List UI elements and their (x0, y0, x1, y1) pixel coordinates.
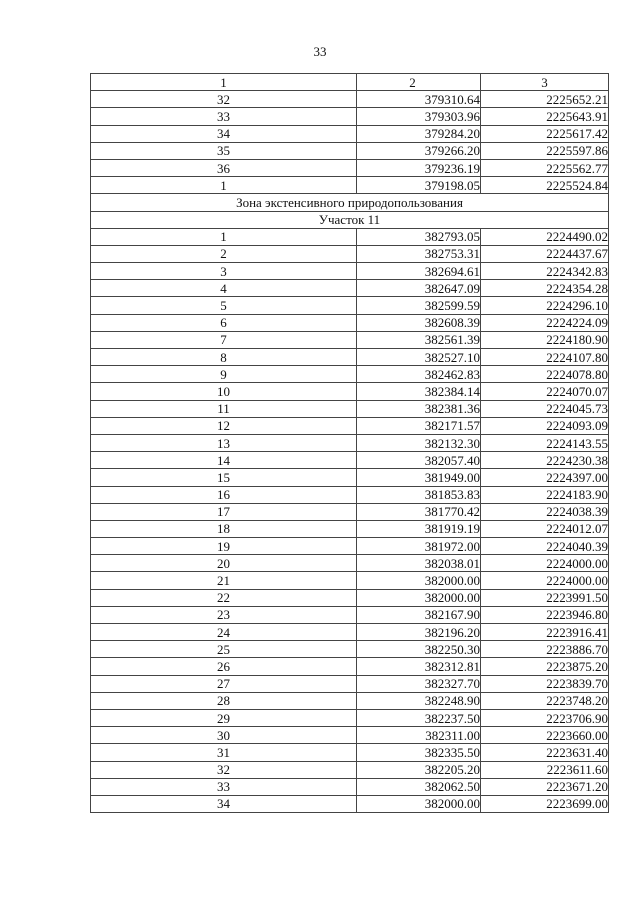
y-coordinate-cell: 2224342.83 (481, 263, 609, 280)
table-row (91, 108, 609, 125)
point-number-cell: 1 (91, 177, 357, 194)
x-coordinate-cell: 379284.20 (357, 125, 481, 142)
table-row (91, 778, 609, 795)
y-coordinate-cell: 2223706.90 (481, 709, 609, 726)
y-coordinate-cell: 2223748.20 (481, 692, 609, 709)
y-coordinate-cell: 2224070.07 (481, 383, 609, 400)
point-number-cell: 9 (91, 366, 357, 383)
table-row (91, 366, 609, 383)
y-coordinate-cell: 2223991.50 (481, 589, 609, 606)
point-number-cell: 18 (91, 520, 357, 537)
x-coordinate-cell: 382462.83 (357, 366, 481, 383)
y-coordinate-cell: 2225617.42 (481, 125, 609, 142)
table-row (91, 280, 609, 297)
x-coordinate-cell: 382335.50 (357, 744, 481, 761)
y-coordinate-cell: 2224000.00 (481, 572, 609, 589)
point-number-cell: 27 (91, 675, 357, 692)
table-row (91, 727, 609, 744)
table-row (91, 417, 609, 434)
table-row (91, 589, 609, 606)
y-coordinate-cell: 2224180.90 (481, 331, 609, 348)
point-number-cell: 24 (91, 624, 357, 641)
y-coordinate-cell: 2224143.55 (481, 434, 609, 451)
y-coordinate-cell: 2224230.38 (481, 452, 609, 469)
point-number-cell: 28 (91, 692, 357, 709)
x-coordinate-cell: 382381.36 (357, 400, 481, 417)
point-number-cell: 14 (91, 452, 357, 469)
y-coordinate-cell: 2224038.39 (481, 503, 609, 520)
point-number-cell: 11 (91, 400, 357, 417)
x-coordinate-cell: 379236.19 (357, 159, 481, 176)
table-row (91, 520, 609, 537)
x-coordinate-cell: 382000.00 (357, 795, 481, 812)
y-coordinate-cell: 2223875.20 (481, 658, 609, 675)
y-coordinate-cell: 2223946.80 (481, 606, 609, 623)
point-number-cell: 33 (91, 108, 357, 125)
y-coordinate-cell: 2224183.90 (481, 486, 609, 503)
x-coordinate-cell: 382608.39 (357, 314, 481, 331)
point-number-cell: 3 (91, 263, 357, 280)
table-row (91, 91, 609, 108)
column-header-x: 2 (357, 74, 481, 91)
table-row (91, 675, 609, 692)
table-row (91, 624, 609, 641)
point-number-cell: 22 (91, 589, 357, 606)
point-number-cell: 6 (91, 314, 357, 331)
x-coordinate-cell: 382000.00 (357, 589, 481, 606)
section-title: Участок 11 (91, 211, 609, 228)
table-row (91, 142, 609, 159)
x-coordinate-cell: 382196.20 (357, 624, 481, 641)
column-header-y: 3 (481, 74, 609, 91)
y-coordinate-cell: 2224296.10 (481, 297, 609, 314)
point-number-cell: 5 (91, 297, 357, 314)
coordinates-table (90, 73, 609, 813)
point-number-cell: 15 (91, 469, 357, 486)
y-coordinate-cell: 2223916.41 (481, 624, 609, 641)
table-row (91, 641, 609, 658)
page-number: 33 (313, 44, 327, 59)
x-coordinate-cell: 382327.70 (357, 675, 481, 692)
x-coordinate-cell: 382527.10 (357, 349, 481, 366)
x-coordinate-cell: 382694.61 (357, 263, 481, 280)
x-coordinate-cell: 382753.31 (357, 245, 481, 262)
table-row (91, 245, 609, 262)
y-coordinate-cell: 2224093.09 (481, 417, 609, 434)
y-coordinate-cell: 2224040.39 (481, 538, 609, 555)
table-row (91, 795, 609, 812)
table-row (91, 383, 609, 400)
x-coordinate-cell: 382171.57 (357, 417, 481, 434)
point-number-cell: 30 (91, 727, 357, 744)
table-row (91, 709, 609, 726)
y-coordinate-cell: 2223839.70 (481, 675, 609, 692)
table-row (91, 658, 609, 675)
y-coordinate-cell: 2223699.00 (481, 795, 609, 812)
zone-title: Зона экстенсивного природопользования (91, 194, 609, 211)
x-coordinate-cell: 379266.20 (357, 142, 481, 159)
table-row (91, 400, 609, 417)
y-coordinate-cell: 2224437.67 (481, 245, 609, 262)
table-row (91, 572, 609, 589)
y-coordinate-cell: 2224397.00 (481, 469, 609, 486)
x-coordinate-cell: 382205.20 (357, 761, 481, 778)
x-coordinate-cell: 381770.42 (357, 503, 481, 520)
table-row (91, 503, 609, 520)
point-number-cell: 26 (91, 658, 357, 675)
point-number-cell: 23 (91, 606, 357, 623)
y-coordinate-cell: 2223886.70 (481, 641, 609, 658)
point-number-cell: 19 (91, 538, 357, 555)
x-coordinate-cell: 382384.14 (357, 383, 481, 400)
column-header-point: 1 (91, 74, 357, 91)
y-coordinate-cell: 2223660.00 (481, 727, 609, 744)
y-coordinate-cell: 2224000.00 (481, 555, 609, 572)
table-row (91, 434, 609, 451)
table-row (91, 486, 609, 503)
y-coordinate-cell: 2225597.86 (481, 142, 609, 159)
y-coordinate-cell: 2225652.21 (481, 91, 609, 108)
table-row (91, 469, 609, 486)
point-number-cell: 2 (91, 245, 357, 262)
table-row (91, 125, 609, 142)
table-row (91, 744, 609, 761)
x-coordinate-cell: 382647.09 (357, 280, 481, 297)
y-coordinate-cell: 2224107.80 (481, 349, 609, 366)
point-number-cell: 32 (91, 91, 357, 108)
point-number-cell: 34 (91, 125, 357, 142)
table-row (91, 297, 609, 314)
point-number-cell: 12 (91, 417, 357, 434)
x-coordinate-cell: 379303.96 (357, 108, 481, 125)
section-title-row (91, 211, 609, 228)
x-coordinate-cell: 382062.50 (357, 778, 481, 795)
x-coordinate-cell: 382237.50 (357, 709, 481, 726)
point-number-cell: 34 (91, 795, 357, 812)
x-coordinate-cell: 382057.40 (357, 452, 481, 469)
point-number-cell: 25 (91, 641, 357, 658)
y-coordinate-cell: 2223611.60 (481, 761, 609, 778)
table-row (91, 331, 609, 348)
point-number-cell: 36 (91, 159, 357, 176)
y-coordinate-cell: 2223631.40 (481, 744, 609, 761)
x-coordinate-cell: 379310.64 (357, 91, 481, 108)
table-row (91, 177, 609, 194)
x-coordinate-cell: 382167.90 (357, 606, 481, 623)
table-row (91, 538, 609, 555)
table-row (91, 349, 609, 366)
table-row (91, 692, 609, 709)
table-row (91, 452, 609, 469)
point-number-cell: 4 (91, 280, 357, 297)
x-coordinate-cell: 382248.90 (357, 692, 481, 709)
y-coordinate-cell: 2224224.09 (481, 314, 609, 331)
table-row (91, 159, 609, 176)
point-number-cell: 33 (91, 778, 357, 795)
point-number-cell: 31 (91, 744, 357, 761)
point-number-cell: 29 (91, 709, 357, 726)
y-coordinate-cell: 2225643.91 (481, 108, 609, 125)
x-coordinate-cell: 382132.30 (357, 434, 481, 451)
x-coordinate-cell: 382793.05 (357, 228, 481, 245)
coordinates-table-body (91, 74, 609, 813)
table-row (91, 761, 609, 778)
table-row (91, 555, 609, 572)
x-coordinate-cell: 382250.30 (357, 641, 481, 658)
point-number-cell: 8 (91, 349, 357, 366)
table-header-row (91, 74, 609, 91)
x-coordinate-cell: 382312.81 (357, 658, 481, 675)
x-coordinate-cell: 382561.39 (357, 331, 481, 348)
x-coordinate-cell: 382599.59 (357, 297, 481, 314)
x-coordinate-cell: 379198.05 (357, 177, 481, 194)
y-coordinate-cell: 2224490.02 (481, 228, 609, 245)
point-number-cell: 32 (91, 761, 357, 778)
point-number-cell: 35 (91, 142, 357, 159)
table-row (91, 263, 609, 280)
y-coordinate-cell: 2225562.77 (481, 159, 609, 176)
table-row (91, 606, 609, 623)
point-number-cell: 13 (91, 434, 357, 451)
y-coordinate-cell: 2224045.73 (481, 400, 609, 417)
point-number-cell: 1 (91, 228, 357, 245)
y-coordinate-cell: 2224354.28 (481, 280, 609, 297)
x-coordinate-cell: 381853.83 (357, 486, 481, 503)
y-coordinate-cell: 2224012.07 (481, 520, 609, 537)
point-number-cell: 21 (91, 572, 357, 589)
x-coordinate-cell: 382000.00 (357, 572, 481, 589)
x-coordinate-cell: 381919.19 (357, 520, 481, 537)
x-coordinate-cell: 382311.00 (357, 727, 481, 744)
y-coordinate-cell: 2223671.20 (481, 778, 609, 795)
y-coordinate-cell: 2225524.84 (481, 177, 609, 194)
point-number-cell: 16 (91, 486, 357, 503)
table-row (91, 314, 609, 331)
point-number-cell: 7 (91, 331, 357, 348)
y-coordinate-cell: 2224078.80 (481, 366, 609, 383)
point-number-cell: 17 (91, 503, 357, 520)
x-coordinate-cell: 381949.00 (357, 469, 481, 486)
x-coordinate-cell: 381972.00 (357, 538, 481, 555)
table-row (91, 228, 609, 245)
zone-title-row (91, 194, 609, 211)
point-number-cell: 10 (91, 383, 357, 400)
x-coordinate-cell: 382038.01 (357, 555, 481, 572)
point-number-cell: 20 (91, 555, 357, 572)
